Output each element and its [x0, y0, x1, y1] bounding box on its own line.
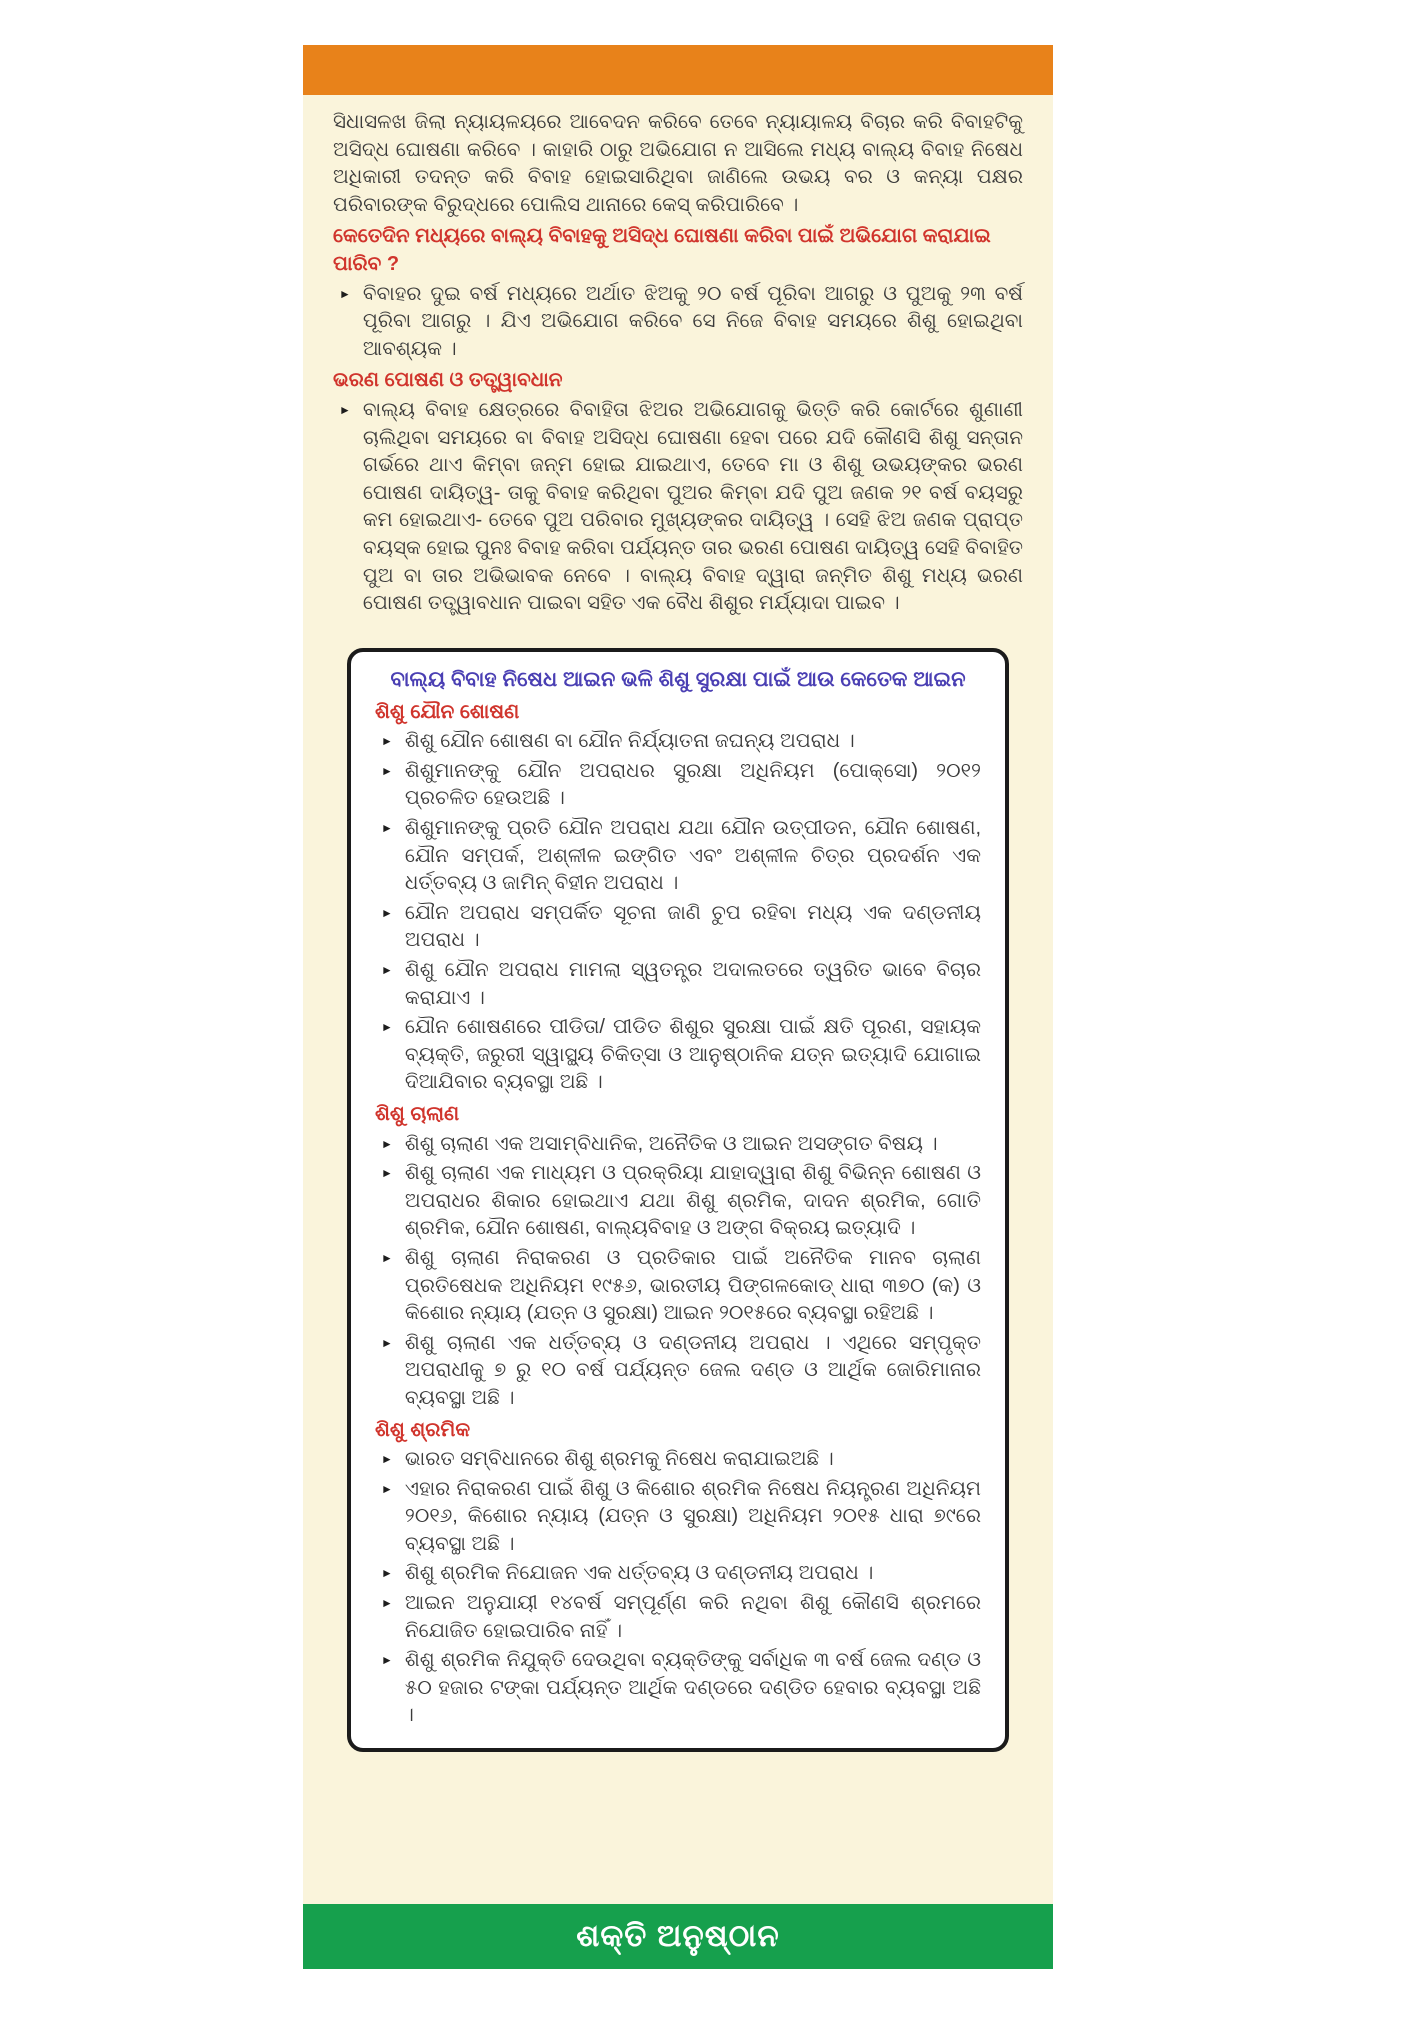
triangle-bullet-icon: ►	[339, 402, 351, 417]
list-item	[375, 1476, 981, 1559]
section-heading-sexual-exploitation: ଶିଶୁ ଯୌନ ଶୋଷଣ	[375, 700, 520, 723]
bullet-text: ଶିଶୁ ଚାଲାଣ ନିରାକରଣ ଓ ପ୍ରତିକାର ପାଇଁ ଅନୈତିକ ମାନବ ଚାଲାଣ ପ୍ରତିଷେଧକ ଅଧିନିୟମ ୧୯୫୬, ଭାରତୀୟ ପିଙ୍ଗଳକୋଡ୍ ଧାରା ୩୭୦ (କ) ଓ କିଶୋର ନ୍ୟାୟ (ଯତ୍ନ ଓ ସୁରକ୍ଷା) ଆଇନ ୨୦୧୫ରେ ବ୍ୟବସ୍ଥା ରହିଅଛି ।	[404, 1246, 981, 1325]
triangle-bullet-icon: ►	[381, 1166, 393, 1181]
triangle-bullet-icon: ►	[381, 1566, 393, 1581]
section-heading-child-trafficking: ଶିଶୁ ଚାଲାଣ	[375, 1102, 460, 1125]
list-item	[375, 815, 981, 898]
list-item	[375, 1560, 981, 1588]
bullet-text: ଶିଶୁ ଯୌନ ଅପରାଧ ମାମଲା ସ୍ୱତନ୍ତ୍ର ଅଦାଲତରେ ତ୍ୱରିତ ଭାବେ ବିଚାର କରାଯାଏ ।	[404, 959, 981, 1009]
triangle-bullet-icon: ►	[381, 1452, 393, 1467]
list-item	[375, 1590, 981, 1645]
list-item	[375, 1131, 981, 1159]
intro-paragraph: ସିଧାସଳଖ ଜିଲା ନ୍ୟାୟଳୟରେ ଆବେଦନ କରିବେ ତେବେ ନ୍ୟାୟାଳୟ ବିଚାର କରି ବିବାହଟିକୁ ଅସିଦ୍ଧ ଘୋଷଣା କରିବେ । କାହାରି ଠାରୁ ଅଭିଯୋଗ ନ ଆସିଲେ ମଧ୍ୟ ବାଲ୍ୟ ବିବାହ ନିଷେଧ ଅଧିକାରୀ ତଦନ୍ତ କରି ବିବାହ ହୋଇସାରିଥିବା ଜାଣିଲେ ଉଭୟ ବର ଓ କନ୍ୟା ପକ୍ଷର ପରିବାରଙ୍କ ବିରୁଦ୍ଧରେ ପୋଲିସ ଥାନାରେ କେସ୍ କରିପାରିବେ ।	[333, 111, 1023, 216]
bullet-text: ଶିଶୁମାନଙ୍କୁ ପ୍ରତି ଯୌନ ଅପରାଧ ଯଥା ଯୌନ ଉତ୍ପୀଡନ, ଯୌନ ଶୋଷଣ, ଯୌନ ସମ୍ପର୍କ, ଅଶ୍ଳୀଳ ଇଙ୍ଗିତ ଏବଂ ଅଶ୍ଳୀଳ ଚିତ୍ର ପ୍ରଦର୍ଶନ ଏକ ଧର୍ତ୍ତବ୍ୟ ଓ ଜାମିନ୍ ବିହୀନ ଅପରାଧ ।	[404, 817, 981, 895]
triangle-bullet-icon: ►	[381, 763, 393, 778]
question-heading: କେତେଦିନ ମଧ୍ୟରେ ବାଲ୍ୟ ବିବାହକୁ ଅସିଦ୍ଧ ଘୋଷଣା କରିବା ପାଇଁ ଅଭିଯୋଗ କରାଯାଇ ପାରିବ ?	[333, 225, 991, 275]
list-item	[375, 1160, 981, 1243]
bullet-text: ଶିଶୁ ଯୌନ ଶୋଷଣ ବା ଯୌନ ନିର୍ଯ୍ୟାତନା ଜଘନ୍ୟ ଅପରାଧ ।	[404, 730, 855, 753]
triangle-bullet-icon: ►	[339, 286, 351, 301]
triangle-bullet-icon: ►	[381, 734, 393, 749]
bullet-text: ବିବାହର ଦୁଇ ବର୍ଷ ମଧ୍ୟରେ ଅର୍ଥାତ ଝିଅକୁ ୨୦ ବର୍ଷ ପୂରିବା ଆଗରୁ ଓ ପୁଅକୁ ୨୩ ବର୍ଷ ପୂରିବା ଆଗରୁ । ଯିଏ ଅଭିଯୋଗ କରିବେ ସେ ନିଜେ ବିବାହ ସମୟରେ ଶିଶୁ ହୋଇଥିବା ଆବଶ୍ୟକ ।	[362, 282, 1023, 360]
triangle-bullet-icon: ►	[381, 1335, 393, 1350]
list-item	[375, 728, 981, 756]
bullet-text: ଆଇନ ଅନୁଯାୟୀ ୧୪ବର୍ଷ ସମ୍ପୂର୍ଣ୍ଣ କରି ନଥିବା ଶିଶୁ କୌଣସି ଶ୍ରମରେ ନିଯୋଜିତ ହୋଇପାରିବ ନାହିଁ ।	[404, 1592, 981, 1642]
triangle-bullet-icon: ►	[381, 1596, 393, 1611]
triangle-bullet-icon: ►	[381, 1136, 393, 1151]
section-heading-child-labour: ଶିଶୁ ଶ୍ରମିକ	[375, 1418, 471, 1441]
triangle-bullet-icon: ►	[381, 1653, 393, 1668]
triangle-bullet-icon: ►	[381, 1020, 393, 1035]
bullet-text: ଶିଶୁ ଚାଲାଣ ଏକ ଧର୍ତ୍ତବ୍ୟ ଓ ଦଣ୍ଡନୀୟ ଅପରାଧ । ଏଥିରେ ସମ୍ପୃକ୍ତ ଅପରାଧୀକୁ ୭ ରୁ ୧୦ ବର୍ଷ ପର୍ଯ୍ୟନ୍ତ ଜେଲ ଦଣ୍ଡ ଓ ଆର୍ଥିକ ଜୋରିମାନାର ବ୍ୟବସ୍ଥା ଅଛି ।	[404, 1331, 981, 1409]
organization-name: ଶକ୍ତି ଅନୁଷ୍ଠାନ	[576, 1918, 780, 1953]
triangle-bullet-icon: ►	[381, 905, 393, 920]
bullet-text: ଯୌନ ଅପରାଧ ସମ୍ପର୍କିତ ସୂଚନା ଜାଣି ଚୁପ ରହିବା ମଧ୍ୟ ଏକ ଦଣ୍ଡନୀୟ ଅପରାଧ ।	[404, 901, 981, 952]
triangle-bullet-icon: ►	[381, 821, 393, 836]
list-item	[375, 900, 981, 955]
bullet-text: ଯୌନ ଶୋଷଣରେ ପୀଡିତା/ ପୀଡିତ ଶିଶୁର ସୁରକ୍ଷା ପାଇଁ କ୍ଷତି ପୂରଣ, ସହାୟକ ବ୍ୟକ୍ତି, ଜରୁରୀ ସ୍ୱାସ୍ଥ୍ୟ ଚିକିତ୍ସା ଓ ଆନୁଷ୍ଠାନିକ ଯତ୍ନ ଇତ୍ୟାଦି ଯୋଗାଇ ଦିଆଯିବାର ବ୍ୟବସ୍ଥା ଅଛି ।	[404, 1016, 981, 1094]
law-box-title: ବାଲ୍ୟ ବିବାହ ନିଷେଧ ଆଇନ ଭଳି ଶିଶୁ ସୁରକ୍ଷା ପାଇଁ ଆଉ କେତେକ ଆଇନ	[390, 667, 966, 691]
list-item	[333, 281, 1023, 364]
triangle-bullet-icon: ►	[381, 963, 393, 977]
content-column	[303, 45, 1053, 1969]
list-item	[333, 397, 1023, 618]
bullet-text: ଶିଶୁ ଚାଲାଣ ଏକ ମାଧ୍ୟମ ଓ ପ୍ରକ୍ରିୟା ଯାହାଦ୍ୱାରା ଶିଶୁ ବିଭିନ୍ନ ଶୋଷଣ ଓ ଅପରାଧର ଶିକାର ହୋଇଥାଏ ଯଥା ଶିଶୁ ଶ୍ରମିକ, ଦାଦନ ଶ୍ରମିକ, ଗୋତି ଶ୍ରମିକ, ଯୌନ ଶୋଷଣ, ବାଲ୍ୟବିବାହ ଓ ଅଙ୍ଗ ବିକ୍ରୟ ଇତ୍ୟାଦି ।	[404, 1162, 981, 1240]
other-laws-box	[347, 648, 1009, 1752]
footer-green-bar	[303, 1904, 1053, 1969]
list-item	[375, 1014, 981, 1097]
list-item	[375, 1245, 981, 1328]
list-item	[375, 957, 981, 1012]
header-orange-bar	[303, 45, 1053, 95]
bullet-text: ଶିଶୁ ଚାଲାଣ ଏକ ଅସାମ୍ବିଧାନିକ, ଅନୈତିକ ଓ ଆଇନ ଅସଙ୍ଗତ ବିଷୟ ।	[404, 1132, 938, 1155]
triangle-bullet-icon: ►	[381, 1481, 393, 1496]
bullet-text: ଭାରତ ସମ୍ବିଧାନରେ ଶିଶୁ ଶ୍ରମକୁ ନିଷେଧ କରାଯାଇଅଛି ।	[404, 1448, 834, 1471]
maintenance-heading: ଭରଣ ପୋଷଣ ଓ ତତ୍ତ୍ୱାବଧାନ	[333, 369, 563, 392]
bullet-text: ଶିଶୁ ଶ୍ରମିକ ନିଯୋଜନ ଏକ ଧର୍ତ୍ତବ୍ୟ ଓ ଦଣ୍ଡନୀୟ ଅପରାଧ ।	[404, 1562, 874, 1585]
triangle-bullet-icon: ►	[381, 1250, 393, 1265]
list-item	[375, 1330, 981, 1413]
list-item	[375, 1647, 981, 1730]
list-item	[375, 758, 981, 813]
bullet-text: ଶିଶୁମାନଙ୍କୁ ଯୌନ ଅପରାଧର ସୁରକ୍ଷା ଅଧିନିୟମ (ପୋକ୍ସୋ) ୨୦୧୨ ପ୍ରଚଳିତ ହେଉଅଛି ।	[404, 759, 981, 810]
bullet-text: ବାଲ୍ୟ ବିବାହ କ୍ଷେତ୍ରରେ ବିବାହିତା ଝିଅର ଅଭିଯୋଗକୁ ଭିତ୍ତି କରି କୋର୍ଟରେ ଶୁଣାଣୀ ଚାଲିଥିବା ସମୟରେ ବା ବିବାହ ଅସିଦ୍ଧ ଘୋଷଣା ହେବା ପରେ ଯଦି କୌଣସି ଶିଶୁ ସନ୍ତାନ ଗର୍ଭରେ ଥାଏ କିମ୍ବା ଜନ୍ମ ହୋଇ ଯାଇଥାଏ, ତେବେ ମା ଓ ଶିଶୁ ଉଭୟଙ୍କର ଭରଣ ପୋଷଣ ଦାୟିତ୍ୱ- ତାକୁ ବିବାହ କରିଥିବା ପୁଅର କିମ୍ବା ଯଦି ପୁଅ ଜଣକ ୨୧ ବର୍ଷ ବୟସରୁ କମ ହୋଇଥାଏ- ତେବେ ପୁଅ ପରିବାର ମୁଖ୍ୟଙ୍କର ଦାୟିତ୍ୱ । ସେହି ଝିଅ ଜଣକ ପ୍ରାପ୍ତ ବୟସ୍କ ହୋଇ ପୁନଃ ବିବାହ କରିବା ପର୍ଯ୍ୟନ୍ତ ତାର ଭରଣ ପୋଷଣ ଦାୟିତ୍ୱ ସେହି ବିବାହିତ ପୁଅ ବା ତାର ଅଭିଭାବକ ନେବେ । ବାଲ୍ୟ ବିବାହ ଦ୍ୱାରା ଜନ୍ମିତ ଶିଶୁ ମଧ୍ୟ ଭରଣ ପୋଷଣ ତତ୍ତ୍ୱାବଧାନ ପାଇବା ସହିତ ଏକ ବୈଧ ଶିଶୁର ମର୍ଯ୍ୟାଦା ପାଇବ ।	[362, 398, 1023, 615]
bullet-text: ଶିଶୁ ଶ୍ରମିକ ନିଯୁକ୍ତି ଦେଉଥିବା ବ୍ୟକ୍ତିଙ୍କୁ ସର୍ବାଧିକ ୩ ବର୍ଷ ଜେଲ ଦଣ୍ଡ ଓ ୫୦ ହଜାର ଟଙ୍କା ପର୍ଯ୍ୟନ୍ତ ଆର୍ଥିକ ଦଣ୍ଡରେ ଦଣ୍ଡିତ ହେବାର ବ୍ୟବସ୍ଥା ଅଛି ।	[404, 1649, 981, 1727]
body-panel	[303, 95, 1053, 1904]
list-item	[375, 1446, 981, 1474]
bullet-text: ଏହାର ନିରାକରଣ ପାଇଁ ଶିଶୁ ଓ କିଶୋର ଶ୍ରମିକ ନିଷେଧ ନିୟନ୍ତ୍ରଣ ଅଧିନିୟମ ୨୦୧୬, କିଶୋର ନ୍ୟାୟ (ଯତ୍ନ ଓ ସୁରକ୍ଷା) ଅଧିନିୟମ ୨୦୧୫ ଧାରା ୭୯ରେ ବ୍ୟବସ୍ଥା ଅଛି ।	[404, 1477, 981, 1555]
